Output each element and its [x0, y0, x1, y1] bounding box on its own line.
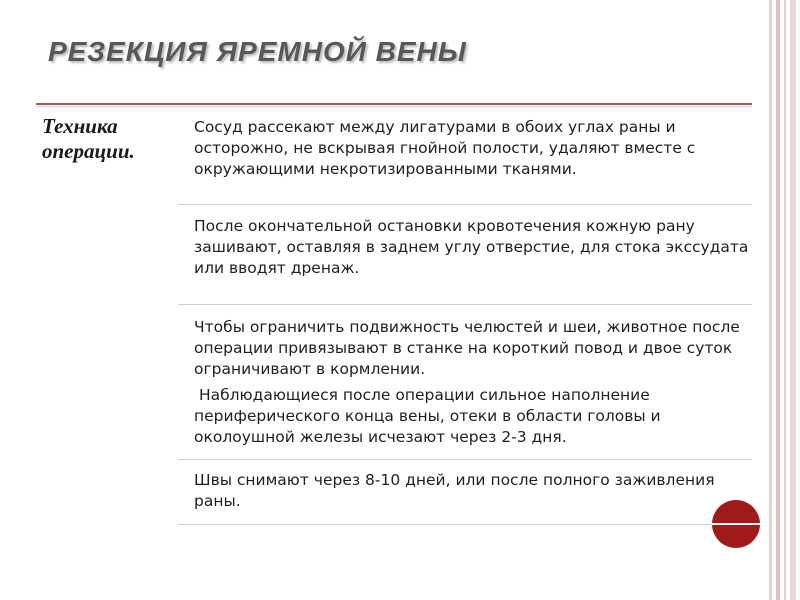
slide-title: РЕЗЕКЦИЯ ЯРЕМНОЙ ВЕНЫ — [48, 36, 467, 67]
paragraph-separator — [178, 204, 752, 205]
paragraph-1: Сосуд рассекают между лигатурами в обоих углах раны и осторожно, не вскрывая гнойной полости, удаляют вместе с окружающими некротизированными тканями. — [194, 118, 696, 178]
paragraph-5: Швы снимают через 8-10 дней, или после полного заживления раны. — [194, 471, 715, 510]
paragraph-separator — [178, 459, 752, 460]
paragraph-3: Чтобы ограничить подвижность челюстей и шеи, животное после операции привязывают в станке на короткий повод и двое суток ограничивают в кормлении. — [194, 318, 740, 378]
decorative-rail — [776, 0, 780, 600]
paragraph-2: После окончательной остановки кровотечения кожную рану зашивают, оставляя в заднем углу отверстие, для стока экссудата или вводят дренаж. — [194, 217, 749, 277]
paragraph-separator — [178, 524, 752, 525]
decorative-rail — [769, 0, 772, 600]
side-label: Техника операции. — [42, 114, 135, 163]
decorative-rail — [784, 0, 786, 600]
title-divider-shadow — [36, 106, 752, 107]
title-divider — [36, 103, 752, 105]
paragraph-separator — [178, 304, 752, 305]
decorative-circle-line — [712, 523, 760, 525]
decorative-rail — [790, 0, 796, 600]
paragraph-4: Наблюдающиеся после операции сильное наполнение периферического конца вены, отеки в области головы и околоушной железы исчезают через 2-3 дня. — [194, 386, 666, 446]
